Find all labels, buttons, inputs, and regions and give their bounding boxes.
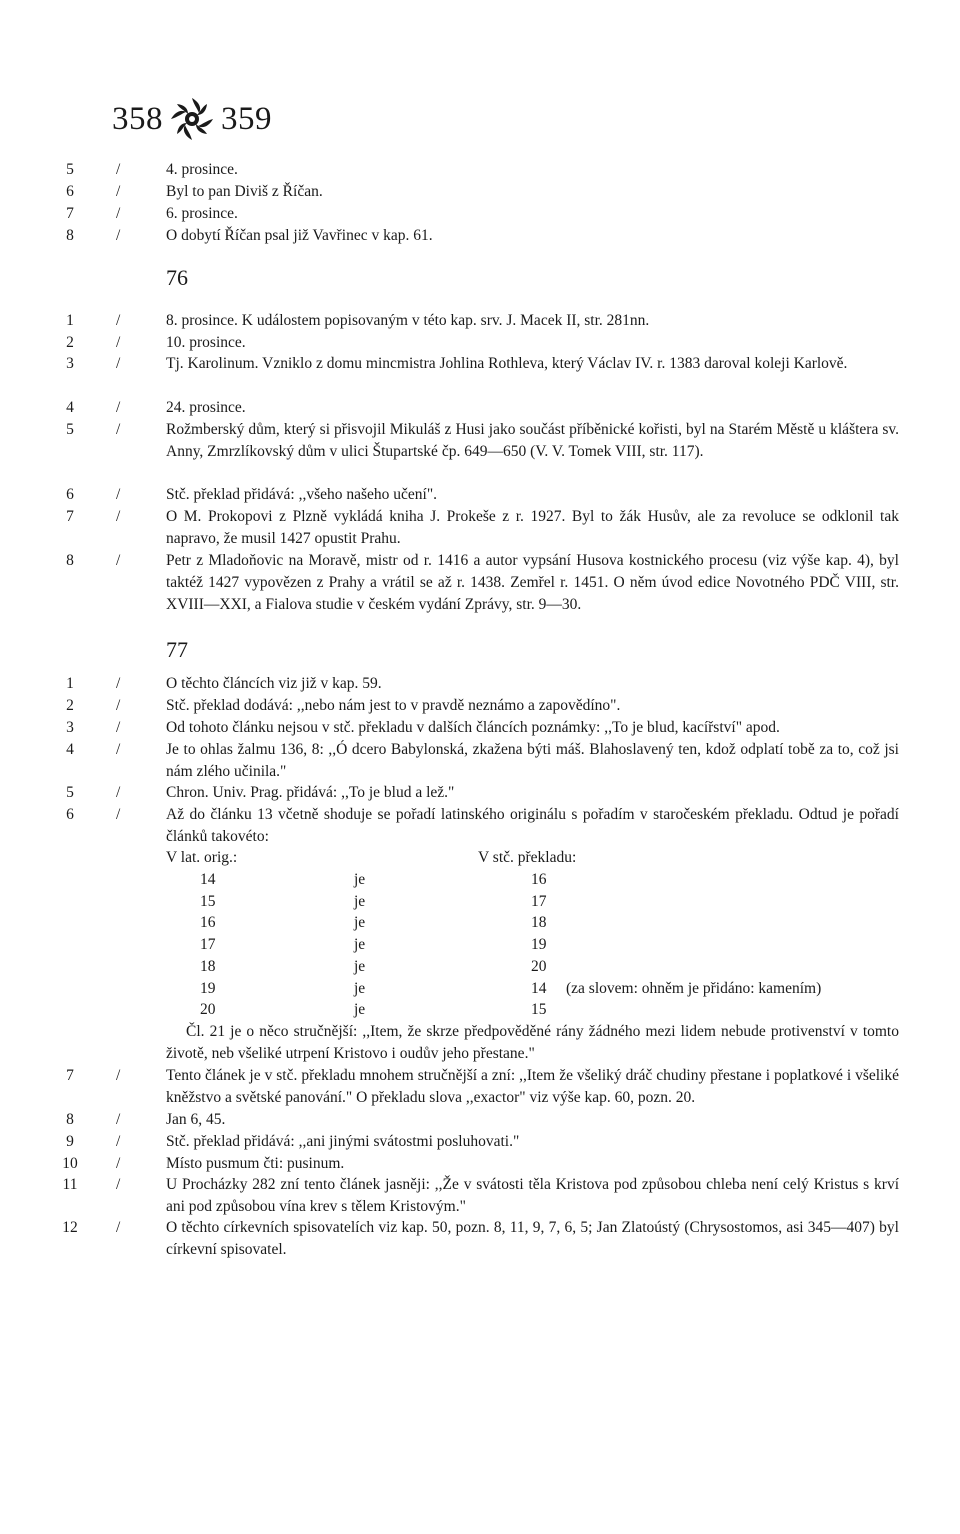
note-number: 4 xyxy=(66,399,74,416)
table-cell-czech: 16 xyxy=(531,871,547,888)
note-text: 8. prosince. K událostem popisovaným v této kap. srv. J. Macek II, str. 281nn. xyxy=(166,312,650,329)
note-text: 10. prosince. xyxy=(166,334,246,351)
note-number: 1 xyxy=(66,675,74,692)
note-text: U Procházky 282 zní tento článek jasněji: ,,Že v svátosti těla Kristova pod způsobou chleba není celý Kristus s krví ani pod způsobou vína krev s tělem Kristovým." xyxy=(166,1176,899,1215)
note-text: Rožmberský dům, který si přisvojil Mikuláš z Husi jako součást příběnické kořisti, byl na Starém Městě u kláštera sv. Anny, Zmrzlíkovský dům v ulici Štupartské čp. 649—650 (V. V. Tomek VIII, str. 117). xyxy=(166,421,899,460)
note-number: 7 xyxy=(66,1067,74,1084)
table-cell-czech: 14 xyxy=(531,980,547,997)
note-number: 10 xyxy=(62,1155,78,1172)
note-text: Stč. překlad dodává: ,,nebo nám jest to v pravdě neznámo a zapovědíno". xyxy=(166,697,621,714)
table-cell-czech: 17 xyxy=(531,893,547,910)
table-cell-latin: 20 xyxy=(200,1001,216,1018)
note-number: 9 xyxy=(66,1133,74,1150)
note-number: 3 xyxy=(66,719,74,736)
table-cell-latin: 16 xyxy=(200,914,216,931)
table-cell-je: je xyxy=(354,914,366,931)
chapter-heading-77: 77 xyxy=(166,637,188,662)
note-text: Byl to pan Diviš z Říčan. xyxy=(166,183,323,200)
right-page-number: 359 xyxy=(221,100,272,137)
note-text: O těchto církevních spisovatelích viz kap. 50, pozn. 8, 11, 9, 7, 6, 5; Jan Zlatoústý (Chrysostomos, asi 345—407) byl církevní spisovatel. xyxy=(166,1219,899,1258)
note-number: 1 xyxy=(66,312,74,329)
note-text: O M. Prokopovi z Plzně vykládá kniha J. Prokeše z r. 1927. Byl to žák Husův, ale za revoluce se odklonil tak napravo, že musil 1427 opustit Prahu. xyxy=(166,508,899,547)
table-cell-latin: 17 xyxy=(200,936,216,953)
note-text: Čl. 21 je o něco stručnější: ,,Item, že skrze předpověděné rány žádného mezi lidem nebude protivenství v tomto životě, neb všeliké utrpení Kristovo i oudův jeho přestane." xyxy=(166,1023,899,1062)
note-number: 5 xyxy=(66,784,74,801)
note-text: Je to ohlas žalmu 136, 8: ,,Ó dcero Babylonská, zkažena býti máš. Blahoslavený ten, kdož odplatí tobě za to, což jsi nám zlého učinila." xyxy=(166,741,899,780)
table-cell-czech: 19 xyxy=(531,936,547,953)
table-cell-je: je xyxy=(354,936,366,953)
swirl-ornament-icon xyxy=(169,96,215,142)
note-text: 24. prosince. xyxy=(166,399,246,416)
note-text: Chron. Univ. Prag. přidává: ,,To je blud a lež." xyxy=(166,784,455,801)
note-number: 7 xyxy=(66,205,74,222)
note-number: 7 xyxy=(66,508,74,525)
note-text: Od tohoto článku nejsou v stč. překladu v dalších článcích poznámky: ,,To je blud, kacířství" apod. xyxy=(166,719,780,736)
note-text: Stč. překlad přidává: ,,všeho našeho učení". xyxy=(166,486,438,503)
note-number: 6 xyxy=(66,806,74,823)
table-cell-czech: 20 xyxy=(531,958,547,975)
table-head-czech: V stč. překladu: xyxy=(478,849,577,866)
note-number: 5 xyxy=(66,421,74,438)
note-number: 8 xyxy=(66,552,74,569)
left-page-number: 358 xyxy=(112,100,163,137)
page-header xyxy=(112,94,272,144)
table-cell-czech: 18 xyxy=(531,914,547,931)
note-number: 8 xyxy=(66,1111,74,1128)
note-number: 2 xyxy=(66,334,74,351)
table-cell-je: je xyxy=(354,871,366,888)
table-cell-latin: 18 xyxy=(200,958,216,975)
note-text: Místo pusmum čti: pusinum. xyxy=(166,1155,345,1172)
note-number: 11 xyxy=(62,1176,78,1193)
note-number: 2 xyxy=(66,697,74,714)
table-head-latin: V lat. orig.: xyxy=(166,849,238,866)
note-number: 6 xyxy=(66,486,74,503)
chapter-heading-76: 76 xyxy=(166,265,188,290)
note-text: Stč. překlad přidává: ,,ani jinými svátostmi posluhovati." xyxy=(166,1133,520,1150)
note-number: 8 xyxy=(66,227,74,244)
note-number: 12 xyxy=(62,1219,78,1236)
note-number: 5 xyxy=(66,161,74,178)
note-text: Tento článek je v stč. překladu mnohem stručnější a zní: ,,Item že všeliký dráč chudiny přestane i poplatkové i všeliké kněžstvo a světské panování." O překladu slova ,,exactor" viz výše kap. 60, pozn. 20. xyxy=(166,1067,899,1106)
note-text: O těchto článcích viz již v kap. 59. xyxy=(166,675,382,692)
table-cell-czech: 15 xyxy=(531,1001,547,1018)
table-cell-note: (za slovem: ohněm je přidáno: kamením) xyxy=(566,980,822,997)
note-number: 6 xyxy=(66,183,74,200)
table-cell-latin: 14 xyxy=(200,871,216,888)
table-cell-je: je xyxy=(354,980,366,997)
note-text: 6. prosince. xyxy=(166,205,238,222)
note-number: 3 xyxy=(66,355,74,372)
table-cell-latin: 15 xyxy=(200,893,216,910)
note-text: 4. prosince. xyxy=(166,161,238,178)
table-cell-je: je xyxy=(354,1001,366,1018)
table-cell-je: je xyxy=(354,893,366,910)
note-number: 4 xyxy=(66,741,74,758)
table-cell-je: je xyxy=(354,958,366,975)
table-cell-latin: 19 xyxy=(200,980,216,997)
note-text: O dobytí Říčan psal již Vavřinec v kap. 61. xyxy=(166,227,433,244)
note-text: Tj. Karolinum. Vzniklo z domu mincmistra Johlina Rothleva, který Václav IV. r. 1383 daroval koleji Karlově. xyxy=(166,355,848,372)
note-text: Jan 6, 45. xyxy=(166,1111,226,1128)
note-text: Až do článku 13 včetně shoduje se pořadí latinského originálu s pořadím v staročeském překladu. Odtud je pořadí článků takovéto: xyxy=(166,806,899,845)
note-text: Petr z Mladoňovic na Moravě, mistr od r. 1416 a autor vypsání Husova kostnického procesu (viz výše kap. 4), byl taktéž 1427 vypovězen z Prahy a vrátil se až r. 1438. Zemřel r. 1451. O něm úvod edice Novotného PDČ VIII, str. XVIII—XXI, a Fialova studie v českém vydání Zprávy, str. 9—30. xyxy=(166,552,899,613)
